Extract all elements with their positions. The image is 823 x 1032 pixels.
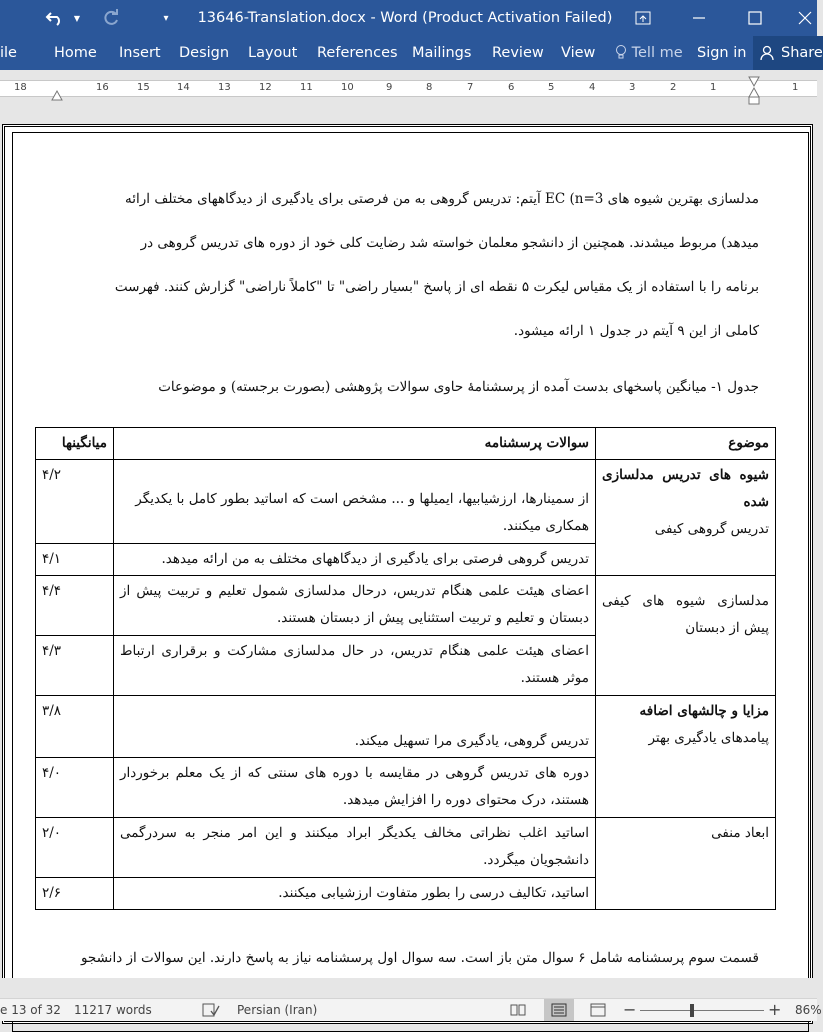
print-layout-button[interactable] bbox=[544, 999, 574, 1021]
ruler-scale bbox=[0, 80, 817, 97]
topic-cell bbox=[596, 696, 776, 758]
topic-bold: مزایا و چالشهای اضافه bbox=[639, 703, 769, 719]
tab-view[interactable]: View bbox=[561, 45, 596, 61]
right-indent-marker-icon[interactable] bbox=[748, 76, 760, 106]
ruler-number: 10 bbox=[341, 82, 354, 93]
word-count[interactable]: 11217 words bbox=[74, 1003, 152, 1017]
table-row[interactable] bbox=[36, 460, 776, 544]
header-means: میانگینها bbox=[36, 428, 114, 460]
tab-references[interactable]: References bbox=[317, 45, 398, 61]
ruler-number: 16 bbox=[96, 82, 109, 93]
mean-cell: ۴/۰ bbox=[36, 758, 114, 818]
maximize-button[interactable] bbox=[738, 0, 772, 36]
data-table[interactable] bbox=[35, 427, 776, 910]
question-cell: دوره های تدریس گروهی در مقایسه با دوره های سنتی که از یک معلم برخوردار هستند، درک محتوای دوره را افزایش میدهد. bbox=[114, 758, 596, 818]
mean-cell: ۴/۴ bbox=[36, 576, 114, 636]
question-cell: اساتید، تکالیف درسی را بطور متفاوت ارزشیابی میکنند. bbox=[114, 878, 596, 910]
ruler-number: 5 bbox=[548, 82, 555, 93]
topic-cell bbox=[596, 878, 776, 910]
question-cell: اعضای هیئت علمی هنگام تدریس، در حال مدلسازی مشارکت و برقراری ارتباط موثر هستند. bbox=[114, 636, 596, 696]
ruler-number: 11 bbox=[300, 82, 313, 93]
ruler-number: 8 bbox=[426, 82, 433, 93]
topic-sub: تدریس گروهی کیفی bbox=[654, 521, 769, 537]
ruler-number: 9 bbox=[386, 82, 393, 93]
restore-ribbon-icon bbox=[635, 11, 651, 25]
web-layout-icon[interactable] bbox=[590, 1003, 606, 1017]
table-row[interactable] bbox=[36, 576, 776, 636]
close-button[interactable] bbox=[790, 0, 820, 36]
tab-layout[interactable]: Layout bbox=[248, 45, 298, 61]
minimize-button[interactable] bbox=[682, 0, 716, 36]
topic-cell bbox=[596, 758, 776, 818]
table-header-row bbox=[36, 428, 776, 460]
share-label: Share bbox=[781, 45, 823, 61]
tab-review[interactable]: Review bbox=[492, 45, 544, 61]
mean-cell: ۳/۸ bbox=[36, 696, 114, 758]
ribbon-tabs bbox=[0, 36, 823, 70]
ruler-number: 14 bbox=[177, 82, 190, 93]
header-questions: سوالات پرسشنامه bbox=[114, 428, 596, 460]
paragraph-line: کاملی از این ۹ آیتم در جدول ۱ ارائه میشود. bbox=[513, 323, 759, 339]
ruler-number: 2 bbox=[670, 82, 677, 93]
customize-quick-access-icon[interactable]: ▾ bbox=[163, 12, 169, 24]
title-bar bbox=[0, 0, 817, 36]
lightbulb-icon bbox=[615, 44, 627, 60]
topic-cell: مدلسازی شیوه های کیفی پیش از دبستان bbox=[596, 576, 776, 696]
window-title: 13646-Translation.docx - Word (Product Activation Failed) bbox=[197, 10, 613, 26]
page-count[interactable]: e 13 of 32 bbox=[0, 1003, 61, 1017]
sign-in-link[interactable]: Sign in bbox=[697, 45, 747, 61]
ruler-number: 18 bbox=[14, 82, 27, 93]
ruler-number: 6 bbox=[508, 82, 515, 93]
ruler-number: 1 bbox=[710, 82, 717, 93]
zoom-level[interactable]: 86% bbox=[795, 1003, 822, 1017]
document-area[interactable] bbox=[0, 106, 817, 978]
table-row[interactable] bbox=[36, 878, 776, 910]
tab-home[interactable]: Home bbox=[54, 45, 97, 61]
mean-cell: ۲/۰ bbox=[36, 818, 114, 878]
ruler-number: 15 bbox=[137, 82, 150, 93]
question-cell: تدریس گروهی فرصتی برای یادگیری از دیدگاههای مختلف به من ارائه میدهد. bbox=[114, 544, 596, 576]
zoom-slider-thumb[interactable] bbox=[690, 1004, 694, 1017]
undo-dropdown-icon[interactable]: ▼ bbox=[73, 13, 81, 23]
question-cell: تدریس گروهی، یادگیری مرا تسهیل میکند. bbox=[114, 696, 596, 758]
undo-icon bbox=[46, 10, 64, 26]
left-indent-marker-icon[interactable] bbox=[51, 89, 63, 101]
ruler-number: 7 bbox=[467, 82, 474, 93]
body-paragraph[interactable]: قسمت سوم پرسشنامه شامل ۶ سوال متن باز است. سه سوال اول پرسشنامه نیاز به پاسخ دارند. این سوالات از دانشجو bbox=[80, 950, 759, 966]
body-paragraph[interactable] bbox=[55, 177, 759, 353]
question-cell: اساتید اغلب نظراتی مخالف یکدیگر ابراد میکنند و این امر منجر به سردرگمی دانشجویان میگردد. bbox=[114, 818, 596, 878]
mean-cell: ۴/۲ bbox=[36, 460, 114, 544]
minimize-icon bbox=[692, 11, 706, 25]
topic-bold: شیوه های تدریس مدلسازی شده bbox=[602, 467, 769, 510]
redo-button[interactable] bbox=[96, 0, 126, 36]
paragraph-line: برنامه را با استفاده از یک مقیاس لیکرت ۵ نقطه ای از پاسخ "بسیار راضی" تا "کاملاً ناراضی" گزارش کنند. فهرست bbox=[114, 279, 759, 295]
proofing-icon[interactable] bbox=[202, 1002, 220, 1018]
tab-insert[interactable]: Insert bbox=[119, 45, 161, 61]
redo-icon bbox=[102, 9, 120, 27]
topic-cell bbox=[596, 460, 776, 576]
status-bar bbox=[0, 998, 822, 1021]
language-indicator[interactable]: Persian (Iran) bbox=[237, 1003, 318, 1017]
person-icon bbox=[760, 45, 776, 61]
ruler-number: 1 bbox=[792, 82, 799, 93]
question-cell: اعضای هیئت علمی هنگام تدریس، درحال مدلسازی شمول تعلیم و تربیت پیش از دبستان و تعلیم و تربیت استثنایی پیش از دبستان هستند. bbox=[114, 576, 596, 636]
topic-cell: ابعاد منفی bbox=[596, 818, 776, 878]
table-row[interactable] bbox=[36, 818, 776, 878]
tab-design[interactable]: Design bbox=[179, 45, 230, 61]
page[interactable] bbox=[2, 124, 813, 1024]
zoom-slider[interactable] bbox=[640, 1010, 764, 1011]
print-layout-icon bbox=[551, 1003, 567, 1017]
ribbon-display-button[interactable] bbox=[626, 0, 660, 36]
mean-cell: ۴/۳ bbox=[36, 636, 114, 696]
ruler-number: 4 bbox=[589, 82, 596, 93]
paragraph-line: مدلسازی بهترین شیوه های EC (n=3 آیتم: تدریس گروهی به من فرصتی برای یادگیری از دیدگاههای مختلف ارائه bbox=[125, 191, 759, 207]
mean-cell: ۲/۶ bbox=[36, 878, 114, 910]
ruler-number: 13 bbox=[218, 82, 231, 93]
ruler-number: 3 bbox=[629, 82, 636, 93]
maximize-icon bbox=[748, 11, 762, 25]
table-row[interactable] bbox=[36, 758, 776, 818]
horizontal-scrollbar-area[interactable] bbox=[0, 978, 817, 998]
zoom-in-button[interactable]: + bbox=[768, 1000, 782, 1019]
ruler-number: 12 bbox=[259, 82, 272, 93]
header-topic: موضوع bbox=[596, 428, 776, 460]
share-button[interactable] bbox=[753, 36, 823, 70]
tab-mailings[interactable]: Mailings bbox=[412, 45, 472, 61]
tell-me-box[interactable] bbox=[615, 36, 683, 70]
zoom-out-button[interactable]: − bbox=[623, 1000, 637, 1019]
undo-button[interactable] bbox=[38, 0, 72, 36]
topic-sub: پیامدهای یادگیری بهتر bbox=[648, 730, 769, 746]
mean-cell: ۴/۱ bbox=[36, 544, 114, 576]
table-caption[interactable]: جدول ۱- میانگین پاسخهای بدست آمده از پرسشنامهٔ حاوی سوالات پژوهشی (بصورت برجسته) و موضوعات bbox=[158, 379, 759, 395]
paragraph-line: میدهد) مربوط میشدند. همچنین از دانشجو معلمان خواسته شد رضایت کلی خود از دوره های تدریس گروهی در bbox=[140, 235, 759, 251]
close-icon bbox=[798, 11, 812, 25]
read-mode-icon[interactable] bbox=[510, 1003, 526, 1017]
table-row[interactable] bbox=[36, 696, 776, 758]
question-cell: از سمینارها، ارزشیابیها، ایمیلها و ... مشخص است که اساتید بطور کامل با یکدیگر همکاری میکنند. bbox=[114, 460, 596, 544]
tab-file[interactable]: ile bbox=[0, 45, 17, 61]
tell-me-label: Tell me bbox=[631, 45, 683, 61]
horizontal-ruler[interactable] bbox=[0, 70, 817, 106]
